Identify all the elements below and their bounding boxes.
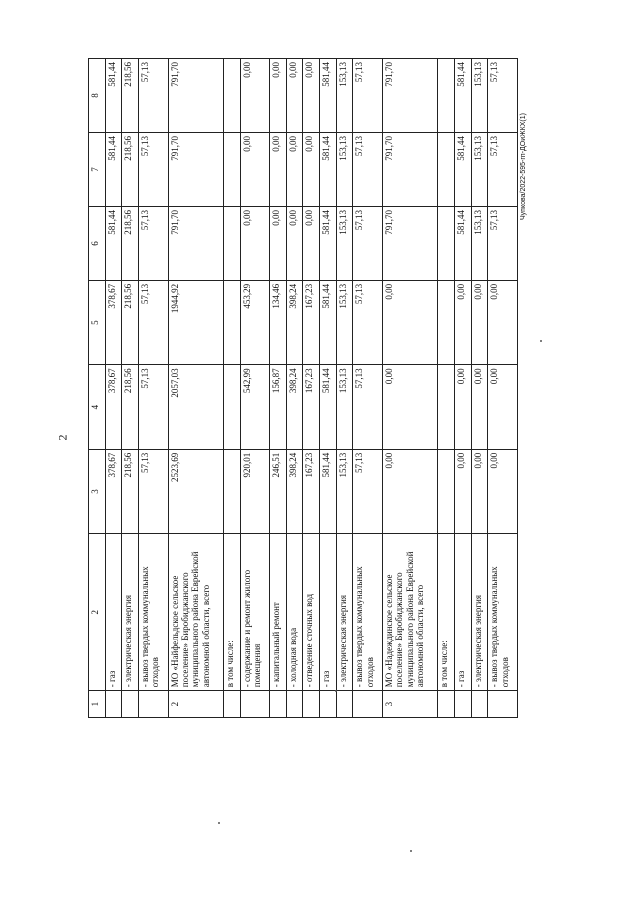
row-name-cell: - газ <box>320 534 337 691</box>
page-number: 2 <box>55 434 70 441</box>
value-cell: 581,44 <box>455 206 472 280</box>
value-cell: 398,24 <box>286 365 303 449</box>
value-cell: 0,00 <box>382 365 437 449</box>
value-cell: 218,56 <box>122 59 139 133</box>
document-footer-code: Чупкова/2022-595-гп-ДОиЖКХ(1) <box>520 113 527 220</box>
table-row <box>336 59 353 718</box>
header-cell: 5 <box>89 280 106 364</box>
value-cell: 0,00 <box>240 59 270 133</box>
value-cell: 581,44 <box>320 449 337 533</box>
value-cell: 57,13 <box>353 206 383 280</box>
value-cell: 57,13 <box>353 133 383 207</box>
value-cell: 581,44 <box>105 206 122 280</box>
value-cell: 0,00 <box>303 59 320 133</box>
row-number-cell <box>488 691 518 718</box>
row-number-cell <box>223 691 240 718</box>
value-cell <box>223 280 240 364</box>
value-cell: 581,44 <box>320 133 337 207</box>
value-cell: 0,00 <box>286 133 303 207</box>
value-cell: 791,70 <box>382 133 437 207</box>
value-cell: 0,00 <box>286 206 303 280</box>
value-cell: 218,56 <box>122 133 139 207</box>
value-cell: 0,00 <box>270 59 287 133</box>
table-row <box>270 59 287 718</box>
table-row <box>438 59 455 718</box>
value-cell: 167,23 <box>303 280 320 364</box>
row-name-cell: - газ <box>105 534 122 691</box>
row-name-cell: в том числе: <box>223 534 240 691</box>
value-cell: 57,13 <box>488 133 518 207</box>
value-cell: 153,13 <box>336 449 353 533</box>
value-cell <box>438 133 455 207</box>
value-cell: 378,67 <box>105 280 122 364</box>
value-cell: 0,00 <box>455 365 472 449</box>
value-cell <box>438 449 455 533</box>
value-cell: 542,99 <box>240 365 270 449</box>
value-cell: 218,56 <box>122 206 139 280</box>
table-row <box>488 59 518 718</box>
value-cell: 57,13 <box>353 59 383 133</box>
value-cell <box>223 365 240 449</box>
row-number-cell <box>320 691 337 718</box>
value-cell: 156,87 <box>270 365 287 449</box>
tariff-table <box>88 58 518 718</box>
value-cell: 134,46 <box>270 280 287 364</box>
value-cell: 2523,69 <box>168 449 223 533</box>
header-cell: 1 <box>89 691 106 718</box>
value-cell: 378,67 <box>105 365 122 449</box>
value-cell: 167,23 <box>303 449 320 533</box>
row-name-cell: - капитальный ремонт <box>270 534 287 691</box>
value-cell: 0,00 <box>488 449 518 533</box>
value-cell: 57,13 <box>138 133 168 207</box>
value-cell <box>223 206 240 280</box>
row-name-cell: - газ <box>455 534 472 691</box>
value-cell: 0,00 <box>471 365 488 449</box>
row-number-cell <box>353 691 383 718</box>
value-cell: 0,00 <box>270 206 287 280</box>
value-cell <box>438 280 455 364</box>
value-cell: 0,00 <box>382 280 437 364</box>
row-number-cell: 3 <box>382 691 437 718</box>
scan-speck <box>540 340 542 342</box>
value-cell: 57,13 <box>138 449 168 533</box>
value-cell: 153,13 <box>471 133 488 207</box>
value-cell <box>438 206 455 280</box>
value-cell: 153,13 <box>336 133 353 207</box>
value-cell: 246,51 <box>270 449 287 533</box>
row-number-cell <box>455 691 472 718</box>
value-cell: 0,00 <box>286 59 303 133</box>
value-cell: 791,70 <box>382 59 437 133</box>
value-cell: 153,13 <box>471 59 488 133</box>
scan-speck <box>410 850 412 852</box>
row-name-cell: - электрическая энергия <box>471 534 488 691</box>
value-cell <box>438 365 455 449</box>
value-cell: 57,13 <box>138 206 168 280</box>
row-name-cell: МО «Найфельдское сельское поселение» Биробиджанского муниципального района Еврейской автономной области, всего <box>168 534 223 691</box>
table-row <box>240 59 270 718</box>
value-cell: 153,13 <box>336 59 353 133</box>
table-row <box>471 59 488 718</box>
value-cell: 791,70 <box>168 59 223 133</box>
table-row <box>138 59 168 718</box>
header-cell: 7 <box>89 133 106 207</box>
value-cell: 791,70 <box>168 133 223 207</box>
value-cell: 920,01 <box>240 449 270 533</box>
value-cell: 0,00 <box>471 449 488 533</box>
header-cell: 6 <box>89 206 106 280</box>
value-cell: 218,56 <box>122 280 139 364</box>
row-number-cell <box>471 691 488 718</box>
value-cell: 453,29 <box>240 280 270 364</box>
row-number-cell <box>438 691 455 718</box>
value-cell: 0,00 <box>488 365 518 449</box>
row-name-cell: - электрическая энергия <box>336 534 353 691</box>
value-cell: 581,44 <box>320 206 337 280</box>
value-cell: 153,13 <box>336 206 353 280</box>
table-row <box>286 59 303 718</box>
value-cell: 0,00 <box>382 449 437 533</box>
value-cell: 398,24 <box>286 449 303 533</box>
table-row <box>455 59 472 718</box>
value-cell: 581,44 <box>320 280 337 364</box>
scan-speck <box>218 822 220 824</box>
table-header-row <box>89 59 106 718</box>
table-row <box>353 59 383 718</box>
rotated-table-area <box>88 58 518 718</box>
value-cell: 0,00 <box>488 280 518 364</box>
value-cell: 153,13 <box>336 365 353 449</box>
value-cell: 791,70 <box>382 206 437 280</box>
value-cell: 1944,92 <box>168 280 223 364</box>
row-name-cell: - вывоз твердых коммунальных отходов <box>138 534 168 691</box>
value-cell: 218,56 <box>122 449 139 533</box>
row-number-cell <box>138 691 168 718</box>
value-cell: 0,00 <box>240 133 270 207</box>
row-number-cell: 2 <box>168 691 223 718</box>
value-cell: 57,13 <box>138 59 168 133</box>
header-cell: 4 <box>89 365 106 449</box>
value-cell: 0,00 <box>471 280 488 364</box>
value-cell: 57,13 <box>353 280 383 364</box>
value-cell: 2057,03 <box>168 365 223 449</box>
value-cell <box>223 59 240 133</box>
value-cell: 57,13 <box>488 206 518 280</box>
value-cell: 581,44 <box>105 59 122 133</box>
table-row <box>320 59 337 718</box>
row-number-cell <box>303 691 320 718</box>
value-cell: 378,67 <box>105 449 122 533</box>
row-name-cell: - содержание и ремонт жилого помещения <box>240 534 270 691</box>
value-cell <box>223 133 240 207</box>
value-cell: 0,00 <box>240 206 270 280</box>
header-cell: 8 <box>89 59 106 133</box>
row-number-cell <box>105 691 122 718</box>
row-name-cell: МО «Надеждинское сельское поселение» Биробиджанского муниципального района Еврейской автономной области, всего <box>382 534 437 691</box>
value-cell: 57,13 <box>353 365 383 449</box>
value-cell <box>223 449 240 533</box>
row-name-cell: в том числе: <box>438 534 455 691</box>
value-cell: 153,13 <box>336 280 353 364</box>
value-cell: 167,23 <box>303 365 320 449</box>
row-name-cell: - вывоз твердых коммунальных отходов <box>488 534 518 691</box>
value-cell <box>438 59 455 133</box>
table-row <box>223 59 240 718</box>
value-cell: 581,44 <box>320 59 337 133</box>
header-cell: 3 <box>89 449 106 533</box>
row-number-cell <box>240 691 270 718</box>
value-cell: 153,13 <box>471 206 488 280</box>
value-cell: 791,70 <box>168 206 223 280</box>
scan-speck <box>335 690 337 692</box>
row-number-cell <box>336 691 353 718</box>
value-cell: 0,00 <box>455 449 472 533</box>
table-row <box>122 59 139 718</box>
table-row <box>303 59 320 718</box>
value-cell: 218,56 <box>122 365 139 449</box>
table-row <box>382 59 437 718</box>
value-cell: 581,44 <box>320 365 337 449</box>
value-cell: 0,00 <box>270 133 287 207</box>
value-cell: 398,24 <box>286 280 303 364</box>
row-number-cell <box>286 691 303 718</box>
value-cell: 581,44 <box>105 133 122 207</box>
value-cell: 57,13 <box>488 59 518 133</box>
row-name-cell: - холодная вода <box>286 534 303 691</box>
value-cell: 0,00 <box>303 133 320 207</box>
value-cell: 57,13 <box>138 280 168 364</box>
value-cell: 57,13 <box>353 449 383 533</box>
row-name-cell: - электрическая энергия <box>122 534 139 691</box>
row-number-cell <box>270 691 287 718</box>
value-cell: 581,44 <box>455 133 472 207</box>
value-cell: 57,13 <box>138 365 168 449</box>
table-row <box>168 59 223 718</box>
row-name-cell: - вывоз твердых коммунальных отходов <box>353 534 383 691</box>
value-cell: 0,00 <box>455 280 472 364</box>
row-name-cell: - отведение сточных вод <box>303 534 320 691</box>
header-cell: 2 <box>89 534 106 691</box>
value-cell: 0,00 <box>303 206 320 280</box>
row-number-cell <box>122 691 139 718</box>
table-row <box>105 59 122 718</box>
value-cell: 581,44 <box>455 59 472 133</box>
